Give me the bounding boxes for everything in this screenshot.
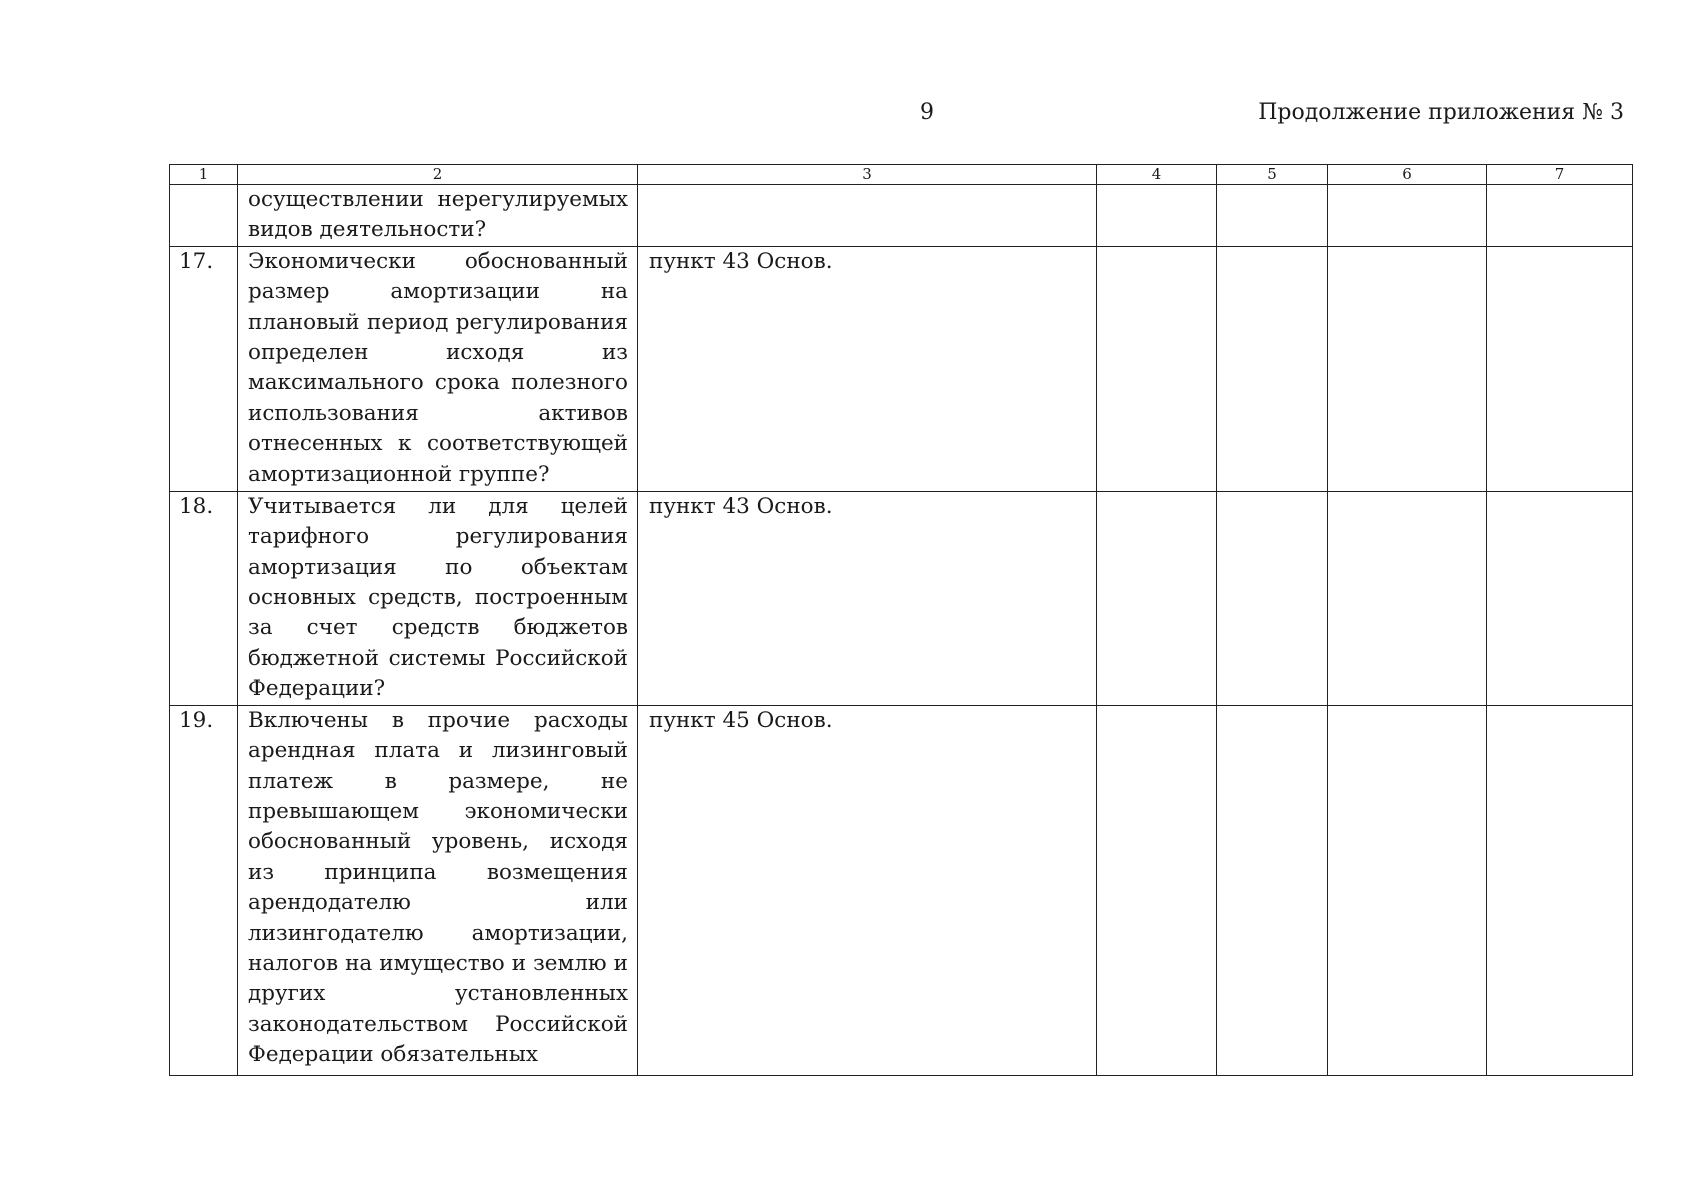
reference-cell: пункт 43 Основ. [638, 246, 1097, 491]
empty-cell [1217, 491, 1328, 705]
reference-cell: пункт 43 Основ. [638, 491, 1097, 705]
reference-cell: пункт 45 Основ. [638, 705, 1097, 1075]
row-number: 19. [170, 705, 238, 1075]
appendix-title: Продолжение приложения № 3 [1258, 100, 1624, 125]
question-cell [238, 705, 638, 1075]
empty-cell [1217, 705, 1328, 1075]
column-header: 2 [238, 165, 638, 185]
empty-cell [1097, 491, 1217, 705]
question-cell [238, 246, 638, 491]
empty-cell [1487, 491, 1633, 705]
table-row [170, 705, 1633, 1075]
reference-cell [638, 185, 1097, 247]
empty-cell [1487, 246, 1633, 491]
empty-cell [1487, 185, 1633, 247]
empty-cell [1097, 185, 1217, 247]
column-header: 1 [170, 165, 238, 185]
empty-cell [1328, 705, 1487, 1075]
table-row [170, 185, 1633, 247]
question-cell [238, 491, 638, 705]
row-number: 18. [170, 491, 238, 705]
table-row [170, 246, 1633, 491]
column-header: 7 [1487, 165, 1633, 185]
question-text: Экономически обоснованный размер амортизации на плановый период регулирования определен исходя из максимального срока полезного использования активов отнесенных к соответствующей амортизационной группе? [248, 248, 628, 487]
column-header: 3 [638, 165, 1097, 185]
empty-cell [1328, 246, 1487, 491]
question-cell [238, 185, 638, 247]
row-number [170, 185, 238, 247]
column-header-row [170, 165, 1633, 185]
column-header: 5 [1217, 165, 1328, 185]
question-text: Учитывается ли для целей тарифного регулирования амортизация по объектам основных средств, построенным за счет средств бюджетов бюджетной системы Российской Федерации? [248, 493, 628, 702]
row-number: 17. [170, 246, 238, 491]
question-text: осуществлении нерегулируемых видов деятельности? [248, 187, 628, 243]
checklist-table [169, 164, 1633, 1076]
empty-cell [1328, 491, 1487, 705]
question-text: Включены в прочие расходы арендная плата и лизинговый платеж в размере, не превышающем экономически обоснованный уровень, исходя из принципа возмещения арендодателю или лизингодателю амортизации, налогов на имущество и землю и других установленных законодательством Российской Федерации обязательных [248, 707, 628, 1068]
page-number: 9 [920, 100, 934, 125]
empty-cell [1487, 705, 1633, 1075]
empty-cell [1217, 246, 1328, 491]
column-header: 6 [1328, 165, 1487, 185]
empty-cell [1097, 705, 1217, 1075]
column-header: 4 [1097, 165, 1217, 185]
empty-cell [1328, 185, 1487, 247]
empty-cell [1217, 185, 1328, 247]
empty-cell [1097, 246, 1217, 491]
table-row [170, 491, 1633, 705]
